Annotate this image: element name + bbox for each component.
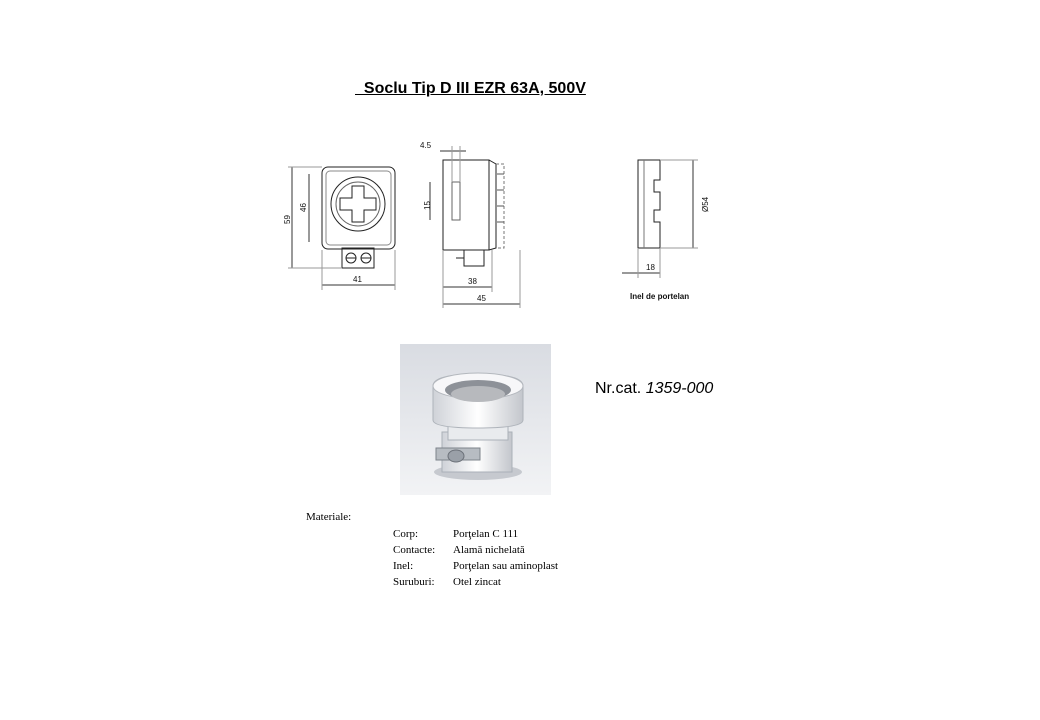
materials-heading: Materiale: xyxy=(306,511,352,523)
catalog-value: 1359-000 xyxy=(645,380,714,397)
dim-46: 46 xyxy=(299,203,308,212)
material-row xyxy=(306,574,558,590)
dim-ring-18: 18 xyxy=(646,263,655,272)
material-key: Contacte: xyxy=(393,544,436,556)
material-value: Porţelan sau aminoplast xyxy=(453,560,559,572)
product-photo xyxy=(400,344,551,495)
side-terminal xyxy=(464,250,484,266)
dim-45: 45 xyxy=(477,294,486,303)
dim-15: 15 xyxy=(423,201,432,210)
dim-59: 59 xyxy=(283,215,292,224)
side-body-outline xyxy=(443,160,489,250)
dim-ring-diameter: Ø54 xyxy=(701,196,710,212)
material-value: Otel zincat xyxy=(453,576,501,588)
ring-view xyxy=(622,160,698,278)
catalog-number xyxy=(595,380,713,398)
technical-drawing xyxy=(280,130,740,310)
material-value: Alamă nichelată xyxy=(453,544,525,556)
materials-section xyxy=(306,511,558,590)
material-key: Suruburi: xyxy=(393,576,435,588)
dim-41: 41 xyxy=(353,275,362,284)
material-value: Porţelan C 111 xyxy=(453,528,519,540)
ring-outline xyxy=(638,160,660,248)
front-socket-outer xyxy=(331,177,385,231)
front-view xyxy=(288,167,395,290)
material-row xyxy=(306,558,558,574)
front-body-outline xyxy=(322,167,395,249)
ring-caption: Inel de portelan xyxy=(630,292,690,301)
material-key: Corp: xyxy=(393,528,419,540)
page-title: Soclu Tip D III EZR 63A, 500V xyxy=(355,80,586,97)
dim-38: 38 xyxy=(468,277,477,286)
material-key: Inel: xyxy=(393,560,414,572)
front-cross-contact xyxy=(340,186,376,222)
catalog-label: Nr.cat. xyxy=(595,380,642,397)
dim-4-5: 4.5 xyxy=(420,141,432,150)
material-row xyxy=(306,526,558,542)
material-row xyxy=(306,542,558,558)
